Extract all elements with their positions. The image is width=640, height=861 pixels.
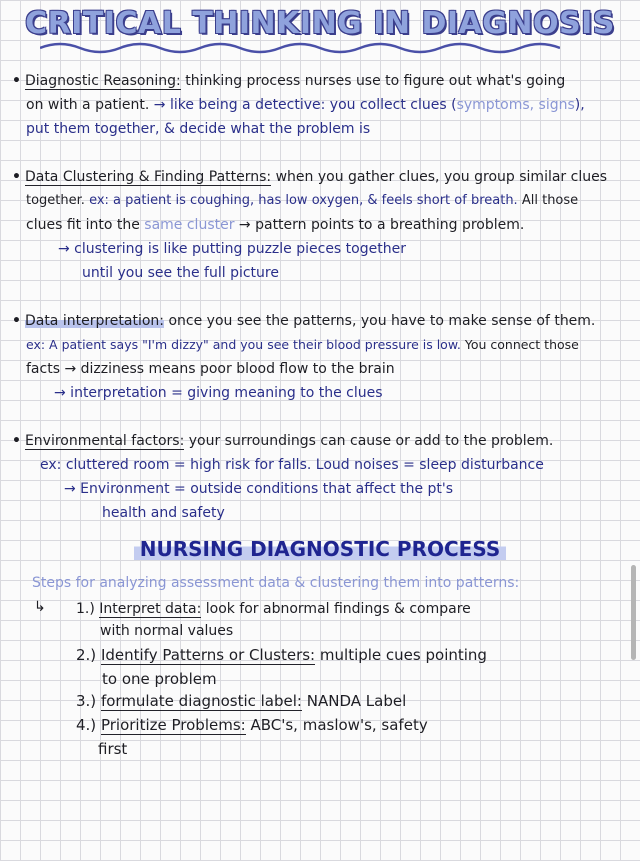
bullet: • bbox=[12, 433, 21, 449]
bullet: • bbox=[12, 73, 21, 89]
step-4-term: Prioritize Problems: bbox=[100, 716, 246, 734]
step-1-text: look for abnormal findings & compare bbox=[205, 601, 471, 617]
process-title-wrap bbox=[0, 537, 640, 561]
s3-text1: once you see the patterns, you have to make sense of them. bbox=[168, 313, 596, 329]
s4-line1 bbox=[12, 432, 553, 450]
step-4-text: ABC's, maslow's, safety bbox=[250, 716, 428, 734]
s3-text2b: You connect those bbox=[464, 337, 579, 352]
s3-text2a: ex: A patient says "I'm dizzy" and you see their blood pressure is low. bbox=[26, 337, 461, 352]
s2-text3c: → pattern points to a breathing problem. bbox=[238, 217, 525, 233]
step-2-text: multiple cues pointing bbox=[319, 646, 487, 664]
step-4-cont: first bbox=[98, 740, 128, 758]
process-intro: Steps for analyzing assessment data & clustering them into patterns: bbox=[32, 575, 520, 591]
s2-text2b: ex: a patient is coughing, has low oxygen, & feels short of breath. bbox=[89, 193, 518, 208]
step-1-num: 1.) bbox=[76, 601, 95, 617]
s4-term: Environmental factors: bbox=[24, 433, 185, 449]
step-4-num: 4.) bbox=[76, 716, 97, 734]
s4-text1: your surroundings can cause or add to the problem. bbox=[188, 433, 554, 449]
s3-line3 bbox=[26, 360, 395, 378]
step-1-term: Interpret data: bbox=[99, 601, 202, 617]
s2-line2 bbox=[26, 192, 578, 210]
step-2-term: Identify Patterns or Clusters: bbox=[100, 646, 316, 664]
page-title: CRITICAL THINKING IN DIAGNOSIS bbox=[25, 6, 615, 41]
s1-text2d: symptoms, signs bbox=[456, 97, 575, 113]
s2-line5: until you see the full picture bbox=[82, 265, 279, 281]
s2-line1 bbox=[12, 168, 607, 186]
title-banner bbox=[0, 6, 640, 41]
s2-text3a: clues fit into the bbox=[26, 217, 140, 233]
s2-line4: → clustering is like putting puzzle pieces together bbox=[58, 241, 406, 257]
step-2-num: 2.) bbox=[76, 646, 97, 664]
s3-text3a: facts bbox=[26, 361, 60, 377]
s2-text2a: together. bbox=[26, 193, 85, 208]
bullet: • bbox=[12, 169, 21, 185]
s4-line4: health and safety bbox=[102, 505, 225, 521]
step-1-cont: with normal values bbox=[100, 623, 234, 639]
bullet: • bbox=[12, 313, 21, 329]
process-title: NURSING DIAGNOSTIC PROCESS bbox=[134, 537, 506, 561]
step-3 bbox=[76, 692, 406, 710]
s1-line1 bbox=[12, 72, 565, 90]
step-3-term: formulate diagnostic label: bbox=[100, 692, 302, 710]
s2-text1: when you gather clues, you group similar clues bbox=[275, 169, 607, 185]
s2-text3b: same cluster bbox=[144, 217, 235, 233]
s1-term: Diagnostic Reasoning: bbox=[24, 73, 181, 89]
step-1 bbox=[76, 600, 471, 618]
s4-line2: ex: cluttered room = high risk for falls. Loud noises = sleep disturbance bbox=[40, 457, 544, 473]
s1-text2c: like being a detective: you collect clues ( bbox=[169, 97, 457, 113]
s2-term: Data Clustering & Finding Patterns: bbox=[24, 169, 272, 185]
s2-text2c: All those bbox=[521, 193, 579, 208]
s2-line3 bbox=[26, 216, 524, 234]
s1-text2e: ), bbox=[574, 97, 585, 113]
step-2-cont: to one problem bbox=[102, 670, 217, 688]
s1-text1: thinking process nurses use to figure out what's going bbox=[185, 73, 566, 89]
s3-line1 bbox=[12, 312, 595, 330]
s1-text2a: on with a patient. bbox=[26, 97, 150, 113]
step-2 bbox=[76, 646, 487, 664]
s3-text3b: → dizziness means poor blood flow to the brain bbox=[64, 361, 395, 377]
step-4 bbox=[76, 716, 428, 734]
s1-line3: put them together, & decide what the problem is bbox=[26, 121, 371, 137]
title-wave-underline bbox=[40, 40, 560, 54]
s3-term: Data interpretation: bbox=[24, 313, 165, 329]
s3-line2 bbox=[26, 336, 579, 354]
arrow-icon: → bbox=[153, 97, 166, 113]
s3-line4: → interpretation = giving meaning to the clues bbox=[54, 385, 383, 401]
s4-line3: → Environment = outside conditions that affect the pt's bbox=[64, 481, 454, 497]
vertical-scrollbar[interactable] bbox=[631, 565, 636, 660]
s1-line2 bbox=[26, 96, 585, 114]
step-3-text: NANDA Label bbox=[306, 692, 407, 710]
step-3-num: 3.) bbox=[76, 692, 97, 710]
process-arrow-icon: ↳ bbox=[34, 599, 46, 615]
